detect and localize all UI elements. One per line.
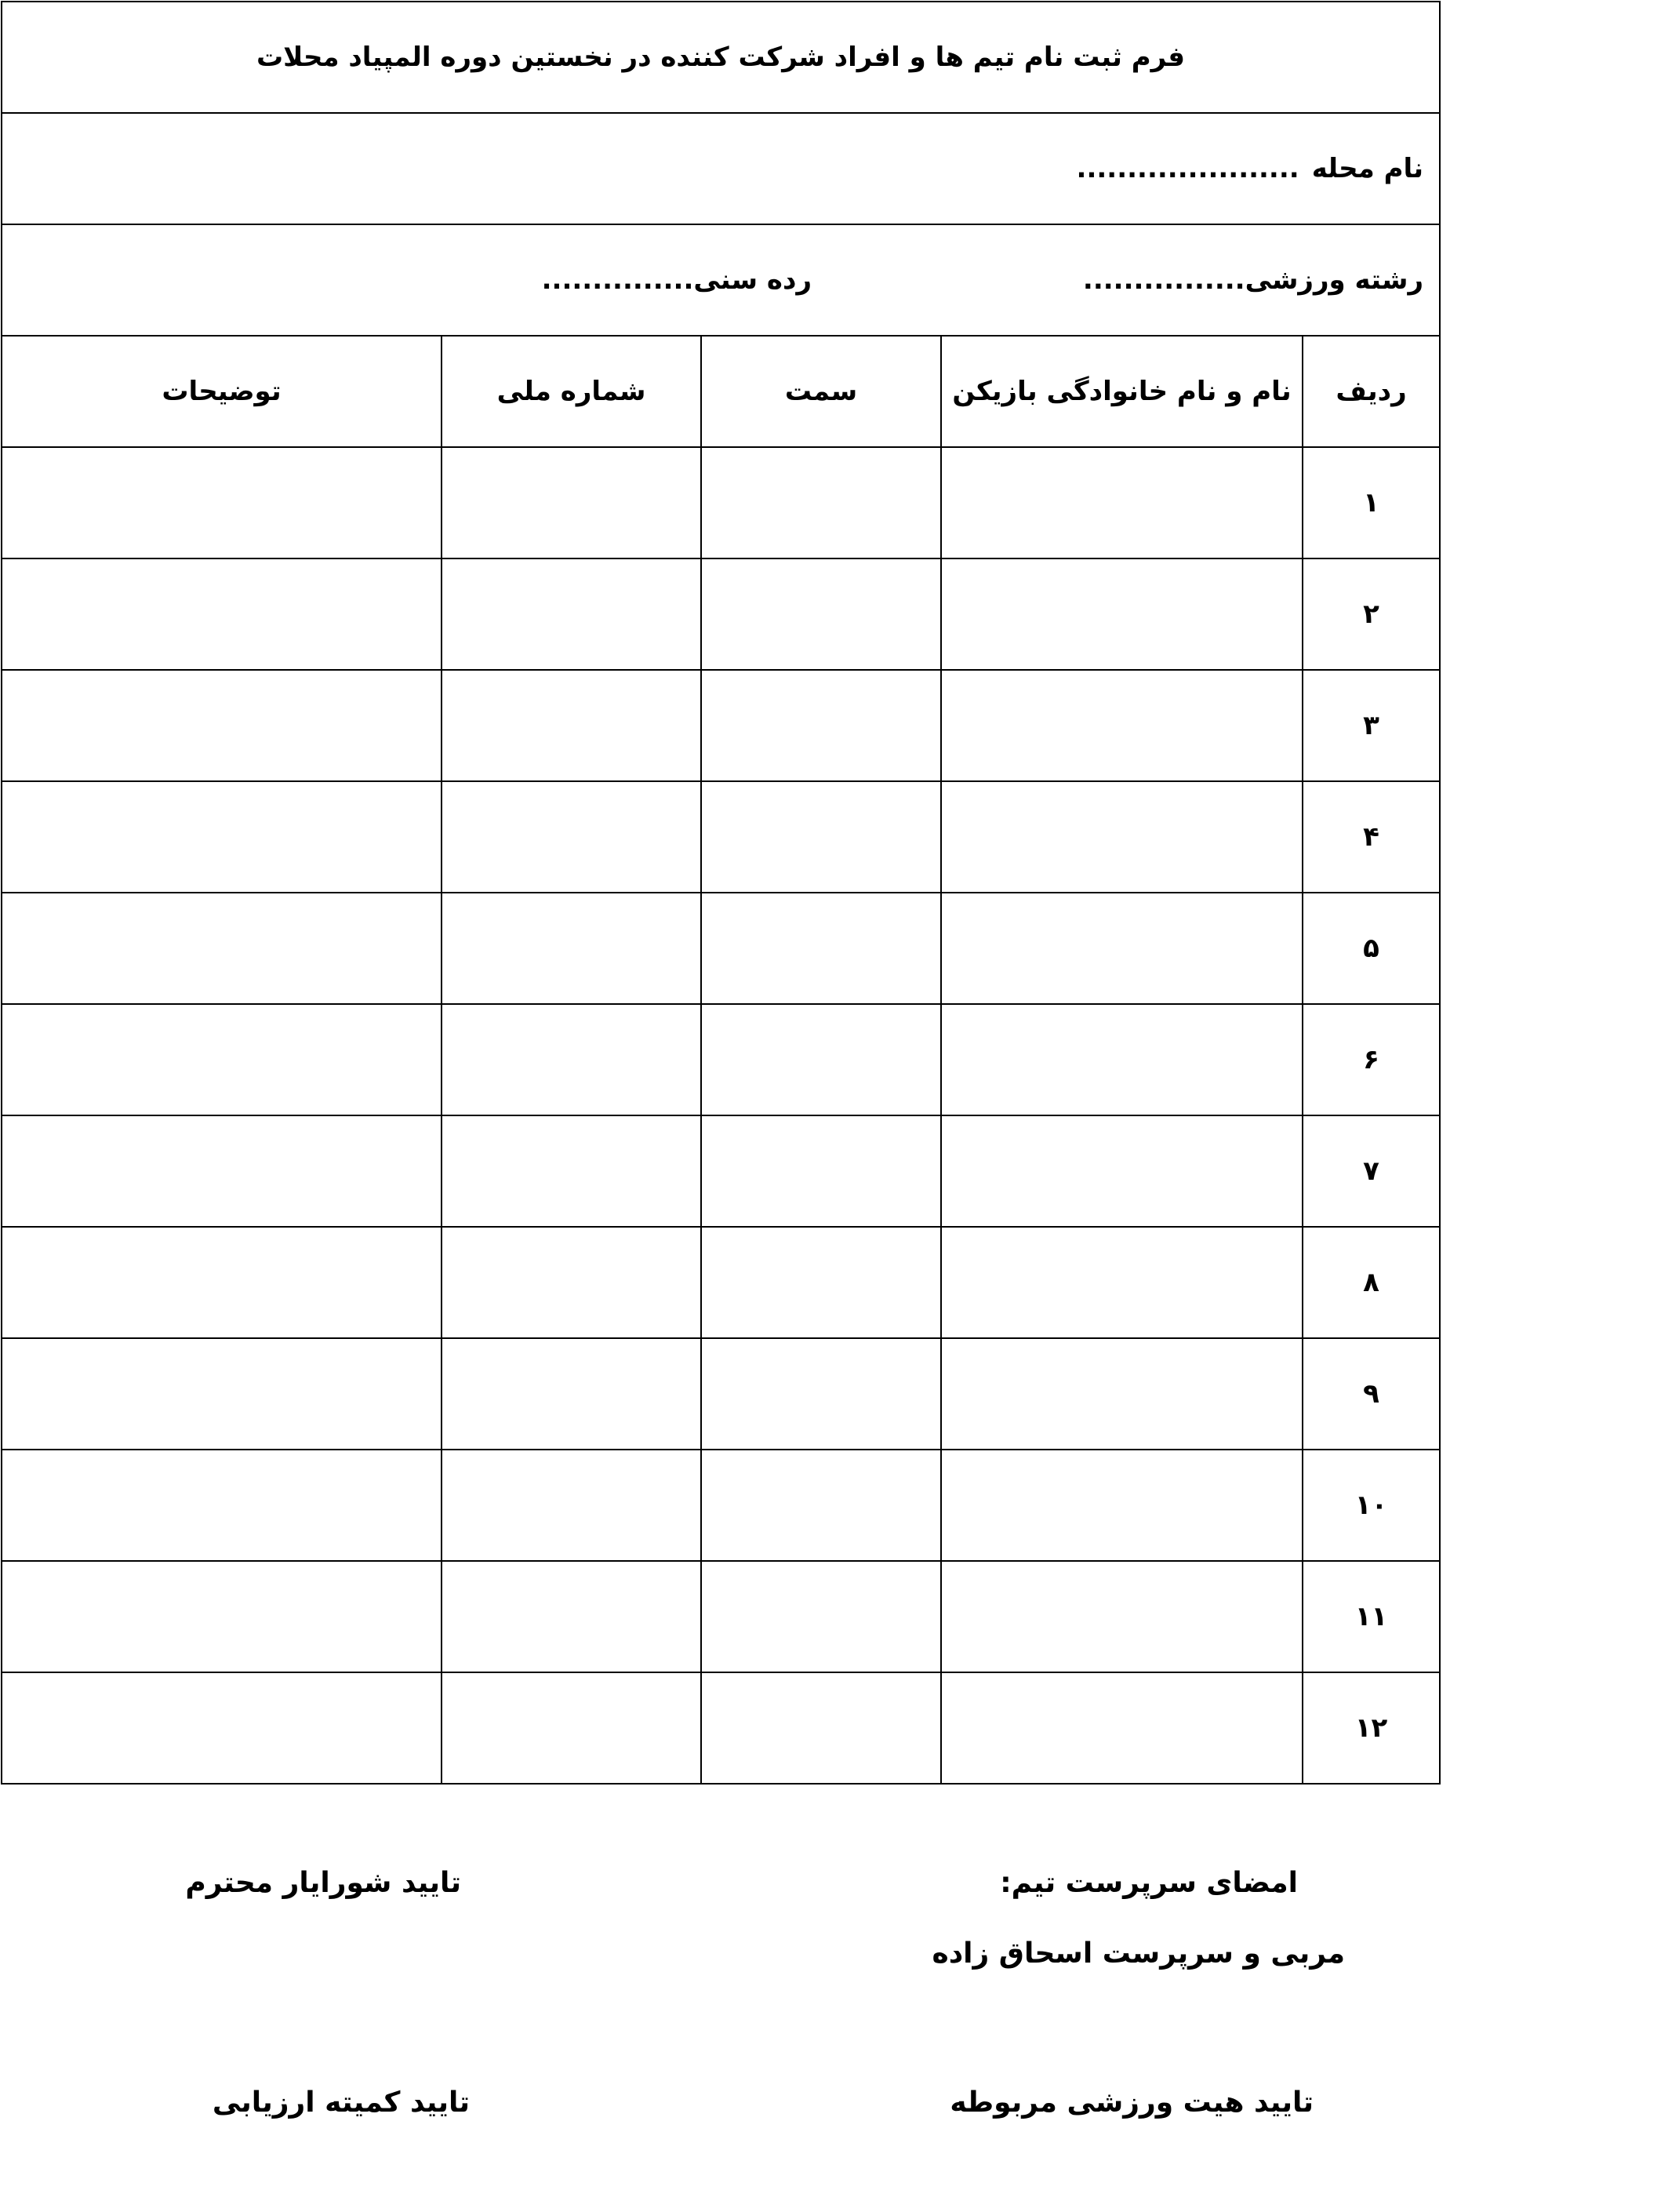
position-cell[interactable]: [701, 558, 941, 670]
row-number: ۱: [1303, 447, 1440, 558]
row-number: ۷: [1303, 1115, 1440, 1227]
notes-cell[interactable]: [2, 1672, 442, 1784]
neighborhood-field[interactable]: [2, 113, 1440, 224]
table-row: [2, 558, 1440, 670]
header-player-name: نام و نام خانوادگی بازیکن: [941, 336, 1303, 447]
position-cell[interactable]: [701, 1561, 941, 1672]
notes-cell[interactable]: [2, 447, 442, 558]
table-row: [2, 893, 1440, 1004]
national-id-cell[interactable]: [442, 893, 701, 1004]
national-id-cell[interactable]: [442, 1338, 701, 1450]
row-number: ۶: [1303, 1004, 1440, 1115]
form-title: فرم ثبت نام تیم ها و افراد شرکت کننده در نخستین دوره المپیاد محلات: [2, 2, 1440, 113]
sport-label: رشته ورزشی: [1245, 264, 1424, 296]
player-name-cell[interactable]: [941, 1004, 1303, 1115]
row-number: ۵: [1303, 893, 1440, 1004]
table-row: [2, 670, 1440, 781]
title-row: [2, 2, 1440, 113]
position-cell[interactable]: [701, 670, 941, 781]
table-header-row: [2, 336, 1440, 447]
position-cell[interactable]: [701, 1338, 941, 1450]
player-name-cell[interactable]: [941, 1338, 1303, 1450]
national-id-cell[interactable]: [442, 1672, 701, 1784]
player-name-cell[interactable]: [941, 447, 1303, 558]
national-id-cell[interactable]: [442, 447, 701, 558]
age-label: رده سنی: [693, 264, 812, 296]
header-row-number: ردیف: [1303, 336, 1440, 447]
registration-form-table: [1, 1, 1441, 1785]
player-name-cell[interactable]: [941, 1115, 1303, 1227]
position-cell[interactable]: [701, 893, 941, 1004]
national-id-cell[interactable]: [442, 781, 701, 893]
row-number: ۳: [1303, 670, 1440, 781]
sport-age-row: [2, 224, 1440, 336]
row-number: ۱۱: [1303, 1561, 1440, 1672]
row-number: ۴: [1303, 781, 1440, 893]
national-id-cell[interactable]: [442, 558, 701, 670]
notes-cell[interactable]: [2, 558, 442, 670]
national-id-cell[interactable]: [442, 1450, 701, 1561]
table-row: [2, 781, 1440, 893]
player-name-cell[interactable]: [941, 670, 1303, 781]
national-id-cell[interactable]: [442, 670, 701, 781]
supervisor-signature-label: امضای سرپرست تیم:: [1000, 1867, 1298, 1899]
national-id-cell[interactable]: [442, 1227, 701, 1338]
notes-cell[interactable]: [2, 1004, 442, 1115]
national-id-cell[interactable]: [442, 1004, 701, 1115]
neighborhood-label: نام محله: [1311, 153, 1424, 184]
player-name-cell[interactable]: [941, 1227, 1303, 1338]
row-number: ۲: [1303, 558, 1440, 670]
row-number: ۹: [1303, 1338, 1440, 1450]
sport-field[interactable]: [812, 264, 1423, 296]
sports-board-approval-label: تایید هیت ورزشی مربوطه: [950, 2086, 1314, 2119]
notes-cell[interactable]: [2, 1561, 442, 1672]
position-cell[interactable]: [701, 1227, 941, 1338]
notes-cell[interactable]: [2, 893, 442, 1004]
table-row: [2, 1227, 1440, 1338]
position-cell[interactable]: [701, 1004, 941, 1115]
notes-cell[interactable]: [2, 1115, 442, 1227]
evaluation-committee-approval-label: تایید کمیته ارزیابی: [212, 2086, 470, 2119]
row-number: ۸: [1303, 1227, 1440, 1338]
notes-cell[interactable]: [2, 1227, 442, 1338]
player-name-cell[interactable]: [941, 558, 1303, 670]
row-number: ۱۰: [1303, 1450, 1440, 1561]
council-approval-label: تایید شورایار محترم: [185, 1867, 461, 1899]
table-row: [2, 447, 1440, 558]
header-notes: توضیحات: [2, 336, 442, 447]
player-name-cell[interactable]: [941, 781, 1303, 893]
national-id-cell[interactable]: [442, 1115, 701, 1227]
row-number: ۱۲: [1303, 1672, 1440, 1784]
position-cell[interactable]: [701, 447, 941, 558]
national-id-cell[interactable]: [442, 1561, 701, 1672]
sport-blank: ................: [1082, 264, 1245, 296]
header-position: سمت: [701, 336, 941, 447]
player-rows: [2, 447, 1440, 1784]
age-field[interactable]: [542, 264, 812, 296]
player-name-cell[interactable]: [941, 1561, 1303, 1672]
notes-cell[interactable]: [2, 670, 442, 781]
notes-cell[interactable]: [2, 1450, 442, 1561]
neighborhood-blank: ......................: [1076, 153, 1299, 184]
player-name-cell[interactable]: [941, 1450, 1303, 1561]
age-blank: ...............: [541, 264, 694, 296]
position-cell[interactable]: [701, 1672, 941, 1784]
table-row: [2, 1115, 1440, 1227]
table-row: [2, 1672, 1440, 1784]
table-row: [2, 1004, 1440, 1115]
table-row: [2, 1450, 1440, 1561]
player-name-cell[interactable]: [941, 893, 1303, 1004]
notes-cell[interactable]: [2, 1338, 442, 1450]
coach-name: مربی و سرپرست اسحاق زاده: [932, 1937, 1345, 1970]
position-cell[interactable]: [701, 781, 941, 893]
player-name-cell[interactable]: [941, 1672, 1303, 1784]
position-cell[interactable]: [701, 1115, 941, 1227]
table-row: [2, 1338, 1440, 1450]
header-national-id: شماره ملی: [442, 336, 701, 447]
neighborhood-row: [2, 113, 1440, 224]
table-row: [2, 1561, 1440, 1672]
notes-cell[interactable]: [2, 781, 442, 893]
position-cell[interactable]: [701, 1450, 941, 1561]
